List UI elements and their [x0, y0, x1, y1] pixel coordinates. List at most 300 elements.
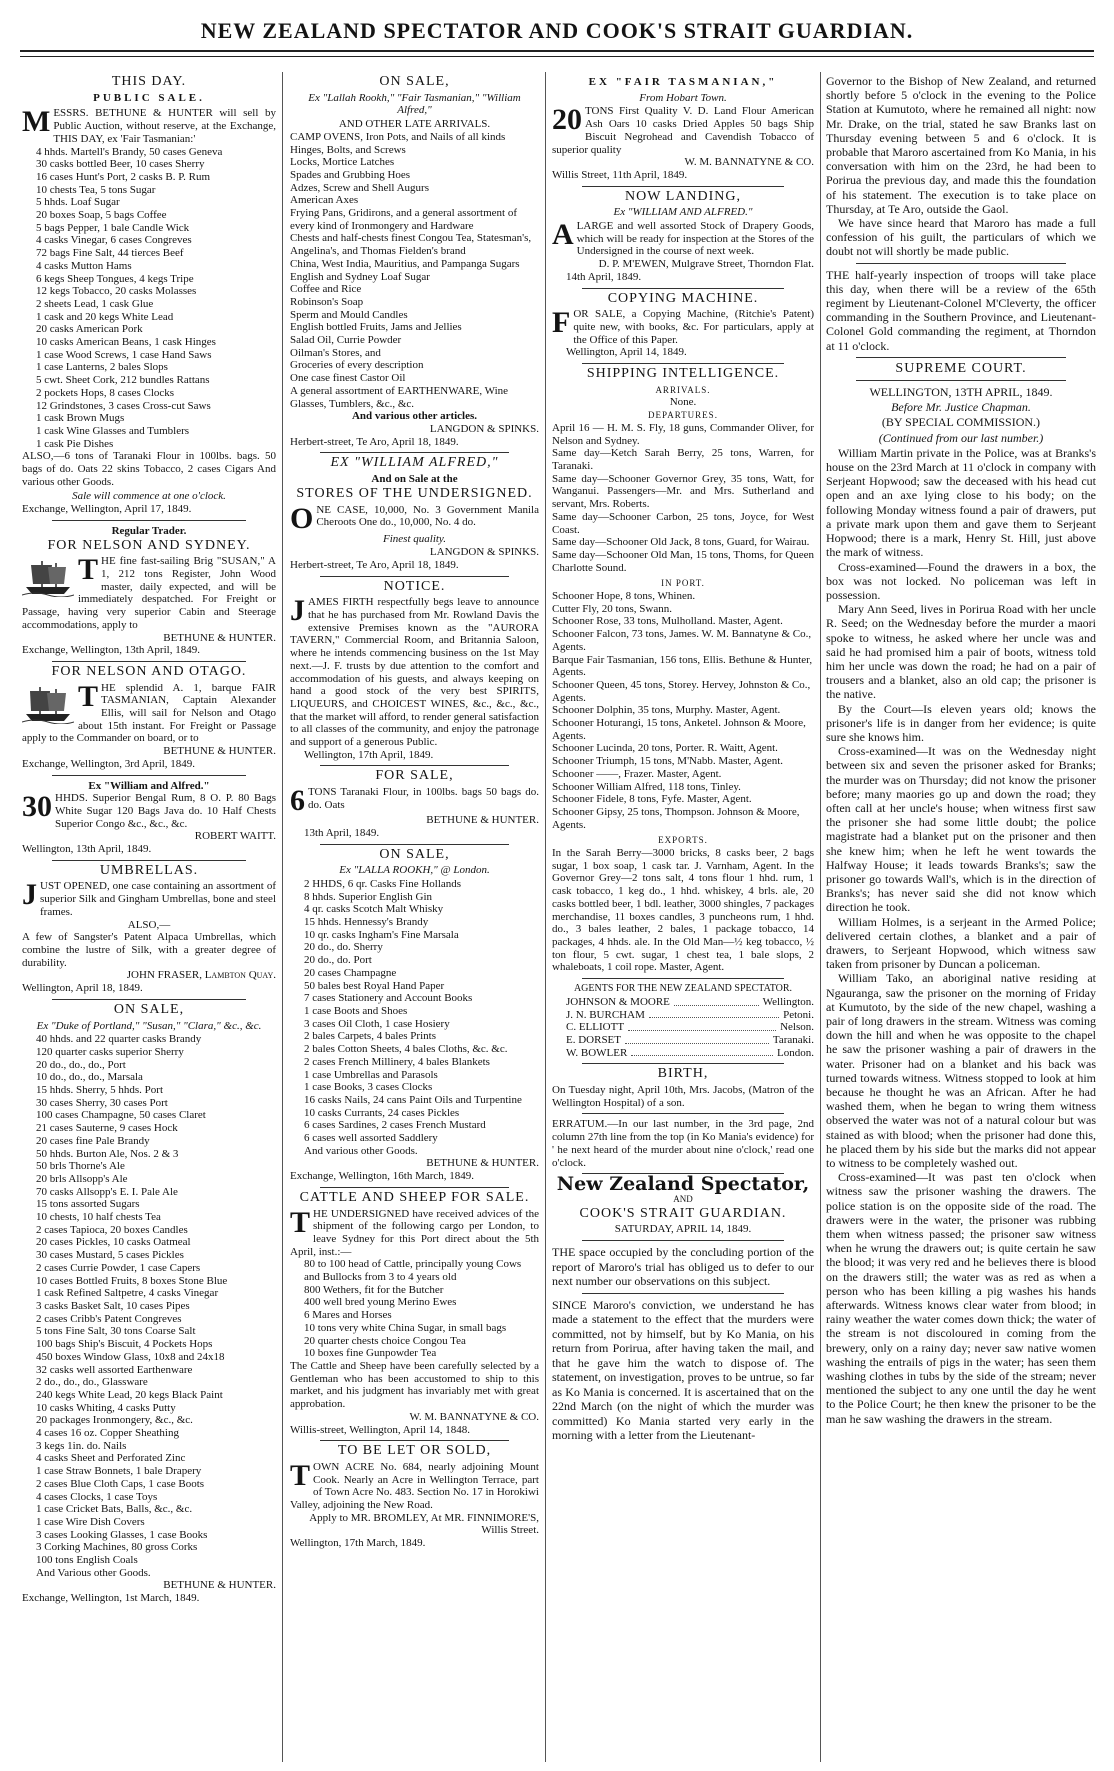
ad-body: ONE CASE, 10,000, No. 3 Government Manila Cheroots One do., 10,000, No. 4 do. — [290, 501, 539, 535]
goods-list — [22, 1033, 276, 1579]
list-item: Sperm and Mould Candles — [290, 308, 408, 321]
list-item: 2 HHDS, 6 qr. Casks Fine Hollands — [304, 877, 462, 890]
ad-subtitle: PUBLIC SALE. — [93, 91, 205, 104]
ad-signature: D. P. M'EWEN, Mulgrave Street, Thorndon Flat. — [598, 258, 814, 271]
ad-copying-machine — [552, 290, 814, 360]
list-item: English and Sydney Loaf Sugar — [290, 270, 430, 283]
list-item: 6 cases Sardines, 2 cases French Mustard — [304, 1119, 486, 1132]
agent-row — [566, 1021, 814, 1034]
drop-cap: T — [78, 679, 99, 713]
list-item: 450 boxes Window Glass, 10x8 and 24x18 — [36, 1350, 225, 1363]
list-item: 240 kegs White Lead, 20 kegs Black Paint — [36, 1388, 223, 1401]
editorial-subtitle: COOK'S STRAIT GUARDIAN. — [579, 1205, 787, 1221]
leader-dots — [649, 1009, 779, 1019]
editorial-para: We have since heard that Maroro has made a full confession of his guilt, the particulars of which we doubt not will shortly be made public. — [826, 216, 1096, 259]
separator — [52, 520, 246, 521]
ad-on-sale-langdon — [290, 76, 539, 448]
goods-list — [290, 1258, 539, 1360]
agent-place: London. — [777, 1046, 814, 1059]
ad-date: Herbert-street, Te Aro, April 18, 1849. — [290, 435, 459, 448]
list-item: 30 cases Mustard, 5 cases Pickles — [36, 1249, 184, 1262]
list-item: 50 brls Thorne's Ale — [36, 1160, 125, 1173]
separator — [582, 363, 784, 364]
in-port-heading: IN PORT. — [661, 578, 705, 589]
list-item: 16 casks Nails, 24 cans Paint Oils and Turpentine — [304, 1093, 522, 1106]
ad-date: Exchange, Wellington, 16th March, 1849. — [290, 1170, 475, 1183]
agent-place: Petoni. — [783, 1008, 814, 1021]
ad-signature: JOHN FRASER, Lambton Quay. — [126, 969, 276, 982]
separator — [320, 452, 509, 453]
list-item: 4 hhds. Martell's Brandy, 50 cases Geneva — [36, 145, 223, 158]
ad-kicker: Regular Trader. — [111, 524, 187, 537]
list-item: 80 to 100 head of Cattle, principally young Cows and Bullocks from 3 to 4 years old — [304, 1258, 522, 1284]
ad-title: Ex "William and Alfred." — [88, 779, 210, 792]
ad-body: THE splendid A. 1, barque FAIR TASMANIAN, Captain Alexander Ellis, will sail for Nelson and Otago about 15th instant. For Freight or Passage apply to the Commander on board, or to — [22, 679, 276, 745]
masthead-rule-thin — [20, 56, 1094, 57]
agent-place: Wellington. — [762, 995, 814, 1008]
list-item: 30 casks bottled Beer, 10 cases Sherry — [36, 158, 205, 171]
in-port-item: Barque Fair Tasmanian, 156 tons, Ellis. Bethune & Hunter, Agents. — [552, 653, 813, 679]
list-item: 20 quarter chests choice Congou Tea — [304, 1334, 466, 1347]
ad-let-or-sold — [290, 1445, 539, 1550]
list-item: 3 cases Looking Glasses, 1 case Books — [36, 1528, 208, 1541]
list-item: 3 casks Basket Salt, 10 cases Pipes — [36, 1299, 190, 1312]
departure-item: Same day—Schooner Carbon, 25 tons, Joyce, for West Coast. — [552, 510, 814, 536]
departures-heading: DEPARTURES. — [648, 410, 718, 421]
ad-signature: LANGDON & SPINKS. — [429, 546, 539, 559]
leader-dots — [625, 1034, 769, 1044]
agents-box — [552, 983, 814, 1059]
ad-body: FOR SALE, a Copying Machine, (Ritchie's Patent) quite new, with books, &c. For particulars, apply at the Office of this Paper. — [552, 306, 814, 346]
separator — [320, 1187, 509, 1188]
list-item: 20 brls Allsopp's Ale — [36, 1172, 128, 1185]
ad-body: 30 HHDS. Superior Bengal Rum, 8 O. P. 80 Bags White Sugar 120 Bags Java do. 10 Half Chests Superior Congo &c., &c., &c. — [22, 790, 276, 830]
list-item: Locks, Mortice Latches — [290, 156, 395, 169]
column-2 — [290, 74, 539, 1554]
in-port-item: Schooner William Alfred, 118 tons, Tinley. — [552, 780, 741, 793]
separator — [52, 775, 246, 776]
ad-date: Herbert-street, Te Aro, April 18, 1849. — [290, 558, 459, 571]
ad-body-2: A few of Sangster's Patent Alpaca Umbrellas, which combine the lustre of Silk, with a greater degree of durability. — [22, 931, 276, 969]
ad-apply: Apply to MR. BROMLEY, At MR. FINNIMORE'S, Willis Street. — [309, 1511, 539, 1537]
editorial — [552, 1173, 814, 1443]
list-item: 15 tons assorted Sugars — [36, 1198, 140, 1211]
list-item: 2 pockets Hops, 8 cases Clocks — [36, 386, 175, 399]
separator — [856, 380, 1066, 381]
list-item: 50 bales best Royal Hand Paper — [304, 979, 445, 992]
exports-heading: EXPORTS. — [658, 835, 708, 846]
list-item: 30 cases Sherry, 30 cases Port — [36, 1096, 168, 1109]
list-item: 1 case Wood Screws, 1 case Hand Saws — [36, 348, 212, 361]
leader-dots — [631, 1047, 773, 1057]
list-item: English bottled Fruits, Jams and Jellies — [290, 321, 462, 334]
separator — [52, 999, 246, 1000]
list-item: 4 casks Sheet and Perforated Zinc — [36, 1452, 186, 1465]
in-port-item: Schooner Lucinda, 20 tons, Porter. R. Waitt, Agent. — [552, 742, 778, 755]
list-item: Adzes, Screw and Shell Augurs — [290, 181, 430, 194]
ad-intro: MESSRS. BETHUNE & HUNTER will sell by Public Auction, without reserve, at the Exchange, THIS DAY, ex 'Fair Tasmanian:' — [22, 105, 276, 145]
drop-cap: M — [22, 105, 51, 139]
drop-cap: 6 — [290, 784, 305, 818]
ad-subtitle: From Hobart Town. — [639, 91, 727, 104]
ship-icon — [22, 684, 74, 724]
list-item: Chests and half-chests finest Congou Tea, Statesman's, Angelina's, and Thomas Fielden's brand — [290, 232, 532, 258]
list-item: 10 cases Bottled Fruits, 8 boxes Stone Blue — [36, 1274, 228, 1287]
ad-subtitle-2: STORES OF THE UNDERSIGNED. — [296, 485, 533, 501]
agent-place: Nelson. — [780, 1021, 814, 1034]
ad-signature: W. M. BANNATYNE & CO. — [409, 1410, 539, 1423]
list-item: 6 kegs Sheep Tongues, 4 kegs Tripe — [36, 272, 194, 285]
ad-body-2: The Cattle and Sheep have been carefully selected by a Gentleman who has been accustomed to ship to this market, and his judgment has invariably met with great approbation. — [290, 1359, 539, 1411]
list-item: 40 hhds. and 22 quarter casks Brandy — [36, 1033, 202, 1046]
ad-subtitle: Ex "LALLA ROOKH," @ London. — [339, 864, 490, 877]
agent-place: Taranaki. — [772, 1033, 814, 1046]
list-item: 15 hhds. Hennessy's Brandy — [304, 916, 429, 929]
list-item: 20 do., do. Port — [304, 954, 372, 967]
agent-name: C. ELLIOTT — [566, 1021, 625, 1034]
court-paragraph: Cross-examined—Found the drawers in a box, the box was not locked. No policeman was left in possession. — [826, 559, 1096, 602]
editorial-para: THE space occupied by the concluding portion of the report of Maroro's trial has obliged us to defer to our next number our observations on this subject. — [552, 1245, 814, 1289]
drop-cap: T — [290, 1458, 311, 1492]
list-item: 20 cases Champagne — [304, 966, 397, 979]
list-item: 16 cases Hunt's Port, 2 casks B. P. Rum — [36, 170, 211, 183]
departure-item: Same day—Schooner Governor Grey, 35 tons, Watt, for Wanganui. Passengers—Mr. and Mrs. Sutherland and servant, Mrs. Roberts. — [552, 472, 814, 511]
list-item: 20 boxes Soap, 5 bags Coffee — [36, 209, 167, 222]
list-item: 12 Grindstones, 3 cases Cross-cut Saws — [36, 399, 211, 412]
ship-icon — [22, 557, 74, 597]
ad-other: And various other articles. — [351, 410, 478, 423]
ad-umbrellas — [22, 862, 276, 995]
ad-body: ALARGE and well assorted Stock of Drapery Goods, which will be ready for inspection at the Stores of the Undersigned in the course of next week. — [552, 218, 814, 258]
court-continued: (Continued from our last number.) — [878, 430, 1044, 445]
list-item: 4 cases 16 oz. Copper Sheathing — [36, 1427, 179, 1440]
ad-also: ALSO,— — [127, 918, 171, 931]
leader-dots — [674, 996, 759, 1006]
ad-signature: BETHUNE & HUNTER. — [163, 631, 276, 644]
ad-date: Wellington, April 14, 1849. — [566, 346, 687, 359]
masthead-rule — [20, 50, 1094, 52]
exports-body: In the Sarah Berry—3000 bricks, 8 casks beer, 2 bags sugar, 1 box soap, 1 cask tar. J. Varnham, Agent. In the Governor Grey—2 tons salt, 4 tons flour 1 hhd. rum, 1 cask tobacco, 1 keg do., 1 hhd. whiskey, 4 brls. ale, 20 casks bottled beer, 1 bdl. leather, 3000 shingles, 7 packages merchandise, 11 boxes candles, 3 puncheons rum, 1 hhd. do., 3 bales leather, 2 bales, 1 package tobacco, 14 packages, 4 hhds. ale. In the Old Man—½ keg tobacco, ½ ton flour, 5 cwt. sugar, 1 chest tea, 1 bale slops, 2 whaleboats, 1 coil rope. Master, Agent. — [552, 847, 814, 974]
ad-also: ALSO,—6 tons of Taranaki Flour in 100lbs. bags. 50 bags of do. Oats 22 skins Tobacco, 2 cases Cigars And various other Goods. — [22, 450, 276, 488]
ad-body: JUST OPENED, one case containing an assortment of superior Silk and Gingham Umbrellas, bone and steel frames. — [22, 878, 276, 918]
ad-title: TO BE LET OR SOLD, — [337, 1443, 492, 1459]
in-port-item: Cutter Fly, 20 tons, Swann. — [552, 602, 672, 615]
ad-title: ON SALE, — [113, 1001, 185, 1017]
list-item: 5 bags Pepper, 1 bale Candle Wick — [36, 221, 190, 234]
column-divider-1 — [282, 72, 283, 1762]
list-item: 10 qr. casks Ingham's Fine Marsala — [304, 928, 459, 941]
list-item: 1 case Straw Bonnets, 1 bale Drapery — [36, 1465, 202, 1478]
ad-note: Sale will commence at one o'clock. — [72, 489, 226, 502]
list-item: 2 cases Blue Cloth Caps, 1 case Boots — [36, 1477, 205, 1490]
drop-cap: 30 — [22, 790, 52, 824]
separator — [582, 978, 784, 979]
ad-title: ON SALE, — [379, 846, 450, 862]
in-port-item: Schooner Fidele, 8 tons, Fyfe. Master, Agent. — [552, 793, 752, 806]
birth-notice — [552, 1068, 814, 1109]
departure-item: Same day—Schooner Old Man, 15 tons, Thoms, for Queen Charlotte Sound. — [552, 548, 814, 574]
ad-signature: W. M. BANNATYNE & CO. — [684, 156, 814, 169]
drop-cap: J — [290, 594, 305, 628]
list-item: 12 kegs Tobacco, 20 casks Molasses — [36, 285, 197, 298]
ad-body: THE fine fast-sailing Brig "SUSAN," A 1, 212 tons Register, John Wood master, daily expected, and will be immediately despatched. For Freight or Passage, having very superior Cabin and Steerage accommodations, apply to — [22, 553, 276, 631]
in-port-item: Schooner Rose, 33 tons, Mulholland. Master, Agent. — [552, 615, 783, 628]
separator — [582, 288, 784, 289]
list-item: 2 cases Tapioca, 20 boxes Candles — [36, 1223, 188, 1236]
list-item: 1 case Boots and Shoes — [304, 1005, 408, 1017]
court-date: WELLINGTON, 13TH APRIL, 1849. — [869, 385, 1053, 400]
editorial-date: SATURDAY, APRIL 14, 1849. — [614, 1223, 752, 1236]
masthead: NEW ZEALAND SPECTATOR AND COOK'S STRAIT GUARDIAN. — [200, 18, 914, 43]
agent-name: JOHNSON & MOORE — [566, 995, 670, 1008]
court-report — [826, 446, 1096, 1426]
separator — [582, 1293, 784, 1294]
list-item: 1 case Cricket Bats, Balls, &c., &c. — [36, 1503, 193, 1516]
list-item: Salad Oil, Currie Powder — [290, 334, 402, 347]
column-1 — [22, 74, 276, 1609]
drop-cap: A — [552, 218, 574, 252]
list-item: 1 case Umbrellas and Parasols — [304, 1068, 438, 1081]
list-item: 4 qr. casks Scotch Malt Whisky — [304, 903, 444, 916]
agent-row — [566, 996, 814, 1009]
list-item: 7 cases Stationery and Account Books — [304, 992, 473, 1005]
ad-body: JAMES FIRTH respectfully begs leave to announce that he has purchased from Mr. Rowland Davis the extensive Premises known as the "AURORA TAVERN," Commercial Room, and Britannia Saloon, where he intends commencing business on the 1st May next.—J. F. trusts by due attention to the comfort and accommodation of his guests, and always keeping on hand a good stock of the very best SPIRITS, LIQUEURS, and CHOICEST WINES, &c., &c., &c., that the market will afford, to render general satisfaction to all classes of the community, and enjoy the patronage and support of a generous Public. — [290, 594, 539, 749]
list-item: 6 Mares and Horses — [304, 1309, 392, 1322]
agent-row — [566, 1034, 814, 1047]
ad-title: EX "FAIR TASMANIAN," — [588, 76, 778, 88]
list-item: 10 casks Whiting, 4 casks Putty — [36, 1401, 176, 1414]
leader-dots — [628, 1021, 776, 1031]
list-item: 1 cask Brown Mugs — [36, 412, 125, 425]
goods-list — [290, 878, 539, 1157]
list-item: 2 cases Currie Powder, 1 case Capers — [36, 1261, 201, 1274]
agent-row — [566, 1047, 814, 1060]
arrivals-none: None. — [669, 396, 697, 409]
list-item: Spades and Grubbing Hoes — [290, 168, 411, 181]
court-paragraph: Cross-examined—It was on the Wednesday night between six and seven the prisoner asked for Branks; the murder was on Thursday; did not know the prisoner before; many maories go up and down the road; they often call at her uncle's house; when witness first saw the prisoner she had some little doubt; the police magistrate had a blanket put on the prisoner and then she knew him; when he left he went towards the Halfway House; it leads towards Branks's; saw the prisoner go towards Wall's, which is in the direction of Branks's; has never said she did not know which direction he took. — [826, 744, 1096, 915]
list-item: 4 casks Vinegar, 6 cases Congreves — [36, 234, 192, 247]
ad-notice — [290, 578, 539, 762]
drop-cap: T — [78, 553, 99, 587]
goods-list — [290, 131, 539, 410]
in-port-item: Schooner Dolphin, 35 tons, Murphy. Master, Agent. — [552, 704, 781, 717]
list-item: 4 cases Clocks, 1 case Toys — [36, 1490, 158, 1503]
ad-title: COPYING MACHINE. — [607, 290, 759, 306]
goods-list — [22, 146, 276, 451]
ad-date: Willis-street, Wellington, April 14, 1848. — [290, 1423, 470, 1436]
ad-body: TOWN ACRE No. 684, nearly adjoining Mount Cook. Nearly an Acre in Wellington Terrace, part of Town Acre No. 483. Section No. 17 in Horokiwi Valley, adjoining the New Road. — [290, 1458, 539, 1512]
list-item: 32 casks well assorted Earthenware — [36, 1363, 193, 1376]
ad-nelson-otago — [22, 663, 276, 771]
column-divider-2 — [545, 72, 546, 1762]
list-item: 1 cask Wine Glasses and Tumblers — [36, 424, 190, 437]
arrivals-heading: ARRIVALS. — [655, 384, 711, 395]
departure-item: Same day—Ketch Sarah Berry, 25 tons, Warren, for Taranaki. — [552, 447, 814, 472]
list-item: 1 case Books, 3 cases Clocks — [304, 1081, 433, 1094]
list-item: 10 boxes fine Gunpowder Tea — [304, 1347, 437, 1360]
ad-william-alfred — [22, 780, 276, 856]
separator — [52, 860, 246, 861]
drop-cap: O — [290, 501, 314, 535]
section-title: SHIPPING INTELLIGENCE. — [586, 366, 780, 382]
ad-lalla-rookh — [290, 846, 539, 1183]
ad-date: Exchange, Wellington, April 17, 1849. — [22, 503, 192, 516]
in-port-item: Schooner Hope, 8 tons, Whinen. — [552, 590, 696, 603]
ad-title: NOTICE. — [383, 578, 446, 594]
list-item: 2 cases Cribb's Patent Congreves — [36, 1312, 182, 1325]
editorial-para: SINCE Maroro's conviction, we understand he has made a statement to the effect that the murders were committed, not by himself, but by Ko Mania, on his return from Porirua, after having taken the mail, and that he gave him the watch to dispose of. The statement, on investigation, proves to be untrue, so far as Ko Mania is concerned. It is ascertained that on the 22nd March (on the night of which the murder was committed) Ko Mania started very early in the morning with a letter from the Lieutenant- — [552, 1297, 814, 1443]
editorial-and: AND — [673, 1193, 693, 1204]
ad-signature: BETHUNE & HUNTER. — [426, 1157, 539, 1170]
drop-cap: T — [290, 1205, 311, 1239]
list-item: 6 cases well assorted Saddlery — [304, 1132, 438, 1145]
list-item: 3 kegs 1in. do. Nails — [36, 1439, 127, 1452]
list-item: 2 do., do., do., Glassware — [36, 1376, 148, 1389]
birth-body: On Tuesday night, April 10th, Mrs. Jacobs, (Matron of the Wellington Hospital) of a son. — [552, 1084, 814, 1109]
in-port-item: Schooner Falcon, 73 tons, James. W. M. Bannatyne & Co., Agents. — [552, 628, 812, 653]
separator — [582, 1113, 784, 1114]
editorial-masthead: New Zealand Spectator, — [556, 1173, 810, 1196]
list-item: Hinges, Bolts, and Screws — [290, 143, 406, 156]
court-before: Before Mr. Justice Chapman. — [891, 400, 1031, 415]
ad-title: ON SALE, — [379, 74, 450, 89]
ad-ex-william-alfred — [290, 457, 539, 571]
list-item: 5 cwt. Sheet Cork, 212 bundles Rattans — [36, 374, 210, 387]
list-item: 1 cask and 20 kegs White Lead — [36, 310, 174, 323]
ad-title: NOW LANDING, — [625, 188, 741, 204]
ad-this-day — [22, 76, 276, 516]
separator — [320, 844, 509, 845]
list-item: 2 bales Cotton Sheets, 4 bales Cloths, &c. &c. — [304, 1043, 508, 1056]
ad-subtitle-2: AND OTHER LATE ARRIVALS. — [338, 118, 491, 131]
court-paragraph: Cross-examined—It was past ten o'clock when witness saw the prisoner washing the drawers. The police station is on the opposite side of the road. The drawers were in the water, the prisoner was rubbing them when witness passed; the prisoner saw witness when he wrung the drawers out; is quite certain he saw the blood; it was very red and he believes there is blood on the drawers still; the water was as red as when a person who has been killing a pig washes his hands afterwards. Witness knows clear water from blood; in rainy weather the water comes down thick; the water of the stream is not discoloured in coming from the brewery, only on a rainy day; never saw native women washing the entrails of pigs in the water; has seen them washing clothes in tubs by the side of the stream; never mentioned the subject to any one until the day he went to the Police Court; he then knew the prisoner to be the man he saw washing the drawers in the stream. — [826, 1170, 1096, 1426]
ad-signature: BETHUNE & HUNTER. — [163, 1579, 276, 1592]
agent-name: W. BOWLER — [566, 1046, 628, 1059]
separator — [856, 357, 1066, 358]
ad-date: Wellington, April 18, 1849. — [22, 982, 143, 995]
departure-item: April 16 — H. M. S. Fly, 18 guns, Commander Oliver, for Nelson and Sydney. — [552, 421, 814, 447]
ad-title: EX "WILLIAM ALFRED," — [330, 455, 499, 471]
ad-now-landing — [552, 188, 814, 284]
column-3 — [552, 74, 814, 1447]
agents-list — [552, 996, 814, 1060]
agent-row — [566, 1009, 814, 1022]
list-item: 5 tons Fine Salt, 30 tons Coarse Salt — [36, 1325, 196, 1338]
ad-title: FOR NELSON AND OTAGO. — [51, 663, 247, 679]
ad-nelson-sydney — [22, 525, 276, 657]
ad-for-sale-flour — [290, 770, 539, 839]
ad-title: FOR NELSON AND SYDNEY. — [47, 537, 251, 553]
separator — [582, 1240, 784, 1241]
ad-signature: BETHUNE & HUNTER. — [426, 814, 539, 827]
ad-cattle-sheep — [290, 1189, 539, 1436]
ad-date: Willis Street, 11th April, 1849. — [552, 168, 688, 181]
court-paragraph: William Tako, an aboriginal native residing at Ngauranga, saw the prisoner on the morning of Friday at Kumutoto, by the side of the new chapel, washing a pair of long drawers in the stream. Witness was coming down the hill and when he was opposite to the chapel he saw the prisoner washing a pair of drawers in the water. Prisoner had on a blanket and his back was turned towards witness. Witness stopped to look at him because he thought he was an African. After he had washed them, when he began to wring them witness observed the water was not of a natural colour but was stained as with blood; when the prisoner had done this, he placed them by his side but the marks did not appear to witness to be completely washed out. — [826, 971, 1096, 1171]
separator — [582, 1063, 784, 1064]
list-item: 15 hhds. Sherry, 5 hhds. Port — [36, 1084, 164, 1097]
separator — [582, 186, 784, 187]
birth-title: BIRTH, — [657, 1066, 709, 1082]
drop-cap: 20 — [552, 103, 582, 137]
departure-item: Same day—Schooner Old Jack, 8 tons, Guard, for Wairau. — [552, 536, 810, 549]
list-item: 10 chests Tea, 5 tons Sugar — [36, 183, 156, 196]
separator — [320, 576, 509, 577]
ad-signature: ROBERT WAITT. — [194, 830, 276, 843]
ad-subtitle: Ex "Lallah Rookh," "Fair Tasmanian," "William Alfred," — [308, 91, 521, 117]
ad-body: THE UNDERSIGNED have received advices of the shipment of the following cargo per London, to leave Sydney for this Port direct about the 5th April, inst.:— — [290, 1205, 539, 1258]
list-item: 2 cases French Millinery, 4 bales Blankets — [304, 1055, 490, 1068]
list-item: 1 cask Refined Saltpetre, 4 casks Vinegar — [36, 1287, 219, 1300]
in-port-item: Schooner Hoturangi, 15 tons, Anketel. Johnson & Moore, Agents. — [552, 717, 806, 742]
erratum: ERRATUM.—In our last number, in the 3rd page, 2nd column 27th line from the top (in Ko Mania's evidence) for ' he next heard of the murder about nine o'clock,' read one o'clock. — [552, 1118, 814, 1169]
list-item: 20 do., do. Sherry — [304, 941, 383, 954]
column-4 — [826, 74, 1096, 1426]
list-item: 1 case Wire Dish Covers — [36, 1515, 145, 1528]
list-item: 8 hhds. Superior English Gin — [304, 890, 433, 903]
court-paragraph: By the Court—Is eleven years old; knows the prisoner's life is in danger from her evidence; is quite sure she knows him. — [826, 701, 1096, 744]
list-item: 100 tons English Coals — [36, 1554, 138, 1567]
ad-date: Exchange, Wellington, 13th April, 1849. — [22, 644, 200, 657]
list-item: 20 do., do., do., Port — [36, 1058, 126, 1071]
ad-date: Exchange, Wellington, 3rd April, 1849. — [22, 757, 196, 770]
in-port-item: Schooner Queen, 45 tons, Storey. Hervey, Johnston & Co., Agents. — [552, 678, 811, 704]
list-item: 20 casks American Pork — [36, 323, 143, 336]
list-item: 50 hhds. Burton Ale, Nos. 2 & 3 — [36, 1147, 179, 1160]
court-paragraph: William Holmes, is a serjeant in the Armed Police; delivered certain clothes, a blanket and a pair of drawers, to Serjeant Hopwood, which witness saw taken from prisoner by Duncan a policeman. — [826, 914, 1096, 972]
list-item: 3 cases Oil Cloth, 1 case Hosiery — [304, 1017, 450, 1030]
list-item: 20 packages Ironmongery, &c., &c. — [36, 1414, 193, 1427]
court-paragraph: William Martin private in the Police, was at Branks's house on the 23rd March at 11 o'clock in company with Serjeant Hopwood; saw the deceased with his head cut open and an axe lying close to his body; on the following Monday witness found a pair of drawers, put a private mark upon them and gave them to Serjeant Hopwood; there is a mark, Henry St. Hill, just above the mark of witness. — [826, 445, 1096, 560]
list-item: 20 cases fine Pale Brandy — [36, 1134, 150, 1147]
list-item: Frying Pans, Gridirons, and a general assortment of every kind of Ironmongery and Hardware — [290, 207, 517, 232]
list-item: 10 casks Currants, 24 cases Pickles — [304, 1106, 460, 1119]
editorial-para: THE half-yearly inspection of troops will take place this day, when there will be a review of the 65th regiment by Lieutenant-Colonel M'Cleverty, the officer commanding in the Southern Province, and Lieutenant-Colonel Gold commanding the regiment, at Thorndon at 11 o'clock. — [826, 267, 1096, 353]
list-item: 4 casks Mutton Hams — [36, 259, 132, 272]
list-item: 10 casks American Beans, 1 cask Hinges — [36, 336, 216, 349]
list-item: Groceries of every description — [290, 359, 424, 372]
list-item: 5 hhds. Loaf Sugar — [36, 196, 120, 209]
ad-date: 14th April, 1849. — [566, 270, 642, 283]
list-item: 10 tons very white China Sugar, in small bags — [304, 1321, 507, 1334]
separator — [320, 765, 509, 766]
departures-list — [552, 422, 814, 574]
list-item: 72 bags Fine Salt, 44 tierces Beef — [36, 247, 184, 260]
ad-on-sale-portland — [22, 1001, 276, 1605]
list-item: And various other Goods. — [304, 1144, 418, 1157]
ad-date: Wellington, 17th April, 1849. — [304, 748, 434, 761]
list-item: China, West India, Mauritius, and Pampanga Sugars — [290, 257, 520, 270]
shipping-intelligence — [552, 368, 814, 974]
list-item: 1 case Lanterns, 2 bales Slops — [36, 361, 168, 374]
ad-date: Exchange, Wellington, 1st March, 1849. — [22, 1592, 200, 1605]
ad-title: THIS DAY. — [111, 74, 187, 89]
agents-title: AGENTS FOR THE NEW ZEALAND SPECTATOR. — [573, 983, 793, 995]
list-item: 120 quarter casks superior Sherry — [36, 1045, 184, 1058]
ad-date: Wellington, 17th March, 1849. — [290, 1537, 426, 1550]
list-item: 800 Wethers, fit for the Butcher — [304, 1283, 444, 1296]
list-item: 21 cases Sauterne, 9 cases Hock — [36, 1122, 178, 1135]
court-title: SUPREME COURT. — [895, 360, 1027, 376]
list-item: 2 bales Carpets, 4 bales Prints — [304, 1030, 436, 1043]
ad-date: 13th April, 1849. — [304, 826, 380, 839]
list-item: 3 Corking Machines, 80 gross Corks — [36, 1541, 198, 1554]
list-item: CAMP OVENS, Iron Pots, and Nails of all kinds — [290, 130, 506, 143]
list-item: 100 bags Ship's Biscuit, 4 Pockets Hops — [36, 1338, 213, 1351]
list-item: Coffee and Rice — [290, 283, 362, 296]
in-port-item: Schooner ——, Frazer. Master, Agent. — [552, 767, 722, 780]
in-port-item: Schooner Triumph, 15 tons, M'Nabb. Master, Agent. — [552, 755, 784, 768]
list-item: 2 sheets Lead, 1 cask Glue — [36, 297, 154, 310]
